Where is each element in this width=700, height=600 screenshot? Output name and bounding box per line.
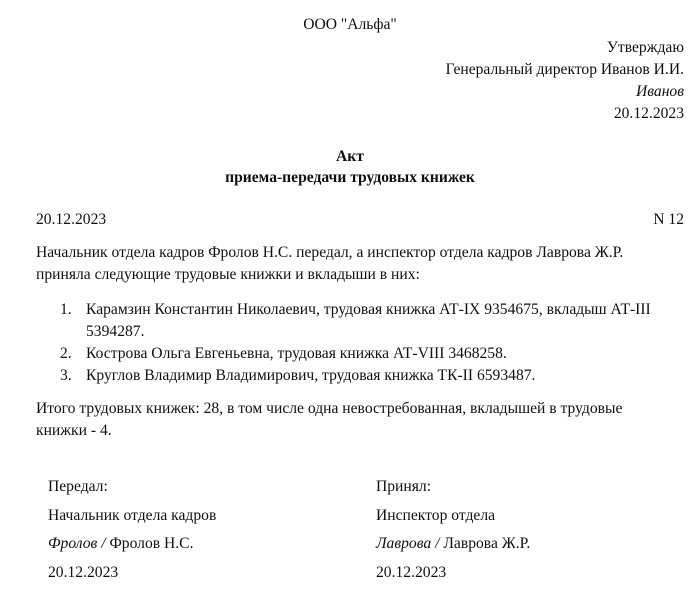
transferred-name: Фролов Н.С. [109, 535, 194, 552]
document-title: Акт [336, 148, 364, 165]
signature-separator: / [101, 535, 106, 552]
document-number: N 12 [653, 211, 684, 228]
approve-label: Утверждаю [606, 39, 684, 56]
received-signature: Лаврова [376, 535, 432, 552]
list-item-number: 3. [60, 367, 72, 384]
received-label: Принял: [376, 478, 432, 495]
company-name: ООО "Альфа" [303, 16, 397, 33]
list-item [36, 343, 676, 365]
books-list [36, 299, 676, 387]
document-date: 20.12.2023 [36, 211, 107, 228]
list-item-text: Карамзин Константин Николаевич, трудовая книжка АТ-IX 9354675, вкладыш АТ-III 5394287. [86, 301, 651, 340]
approver-title: Генеральный директор Иванов И.И. [445, 61, 684, 78]
list-item [36, 299, 676, 343]
received-signature-line [376, 534, 530, 554]
received-position: Инспектор отдела [376, 507, 496, 524]
list-item-number: 1. [60, 301, 72, 318]
received-date: 20.12.2023 [376, 564, 447, 581]
document-subtitle: приема-передачи трудовых книжек [225, 169, 475, 186]
transferred-date: 20.12.2023 [48, 564, 119, 581]
list-item-number: 2. [60, 345, 72, 362]
intro-paragraph: Начальник отдела кадров Фролов Н.С. передал, а инспектор отдела кадров Лаврова Ж.Р. приняла следующие трудовые книжки и вкладыши в них: [36, 244, 624, 283]
approve-date: 20.12.2023 [613, 105, 684, 122]
list-item [36, 365, 676, 387]
transferred-position: Начальник отдела кадров [48, 507, 217, 524]
approver-signature: Иванов [635, 83, 684, 100]
received-name: Лаврова Ж.Р. [443, 535, 531, 552]
signature-separator: / [435, 535, 440, 552]
list-item-text: Кострова Ольга Евгеньевна, трудовая книжка АТ-VIII 3468258. [86, 345, 507, 362]
total-paragraph: Итого трудовых книжек: 28, в том числе одна невостребованная, вкладышей в трудовые книжки - 4. [36, 400, 623, 439]
transferred-signature: Фролов [48, 535, 98, 552]
list-item-text: Круглов Владимир Владимирович, трудовая книжка ТК-II 6593487. [86, 367, 536, 384]
transferred-signature-line [48, 534, 193, 554]
transferred-label: Передал: [48, 478, 108, 495]
